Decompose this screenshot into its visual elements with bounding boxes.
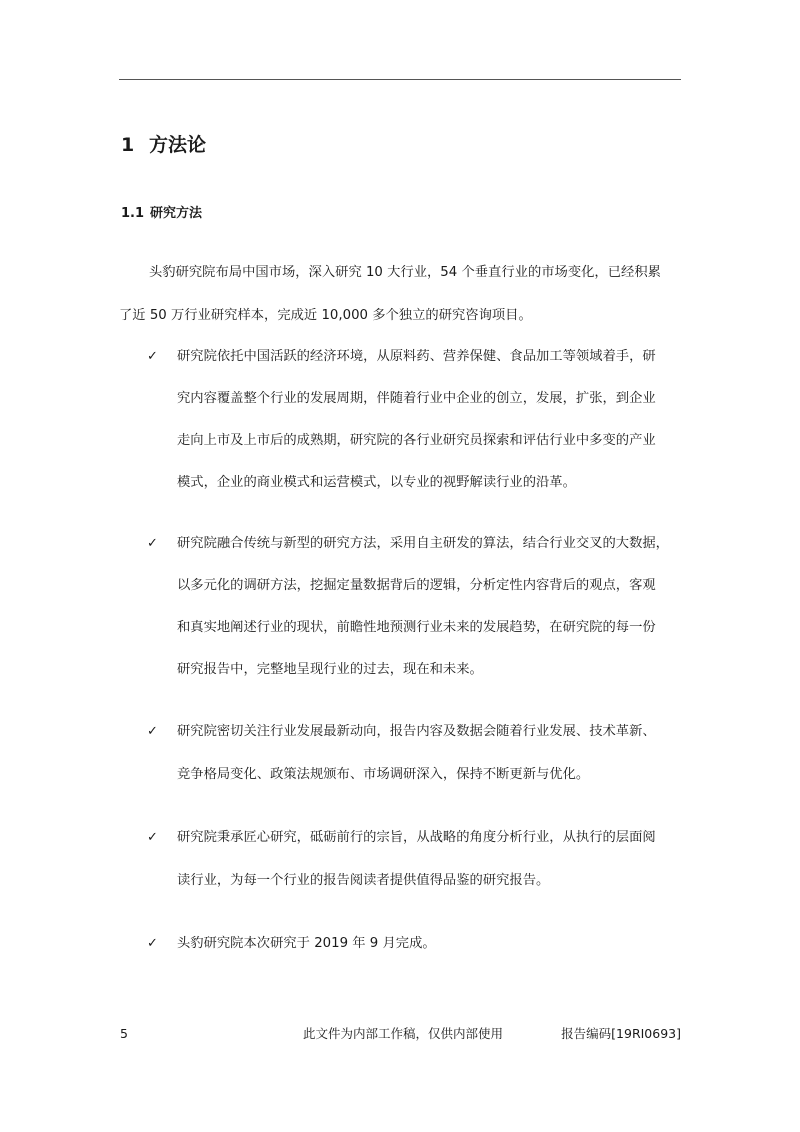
checkmark-icon: ✓ — [147, 349, 158, 364]
intro-line-1: 头豹研究院布局中国市场，深入研究 10 大行业，54 个垂直行业的市场变化，已经积累 — [149, 265, 661, 280]
checkmark-icon: ✓ — [147, 536, 158, 551]
bullet-line: 研究报告中，完整地呈现行业的过去，现在和未来。 — [177, 662, 483, 677]
bullet-line: 研究院融合传统与新型的研究方法，采用自主研发的算法，结合行业交叉的大数据， — [177, 536, 669, 551]
bullet-line: 研究院密切关注行业发展最新动向，报告内容及数据会随着行业发展、技术革新、 — [177, 724, 656, 739]
section-heading — [121, 131, 206, 159]
checkmark-icon: ✓ — [147, 830, 158, 845]
subsection-title: 研究方法 — [150, 206, 203, 221]
bullet-line: 研究院依托中国活跃的经济环境，从原料药、营养保健、食品加工等领域着手，研 — [177, 349, 656, 364]
header-rule — [119, 79, 681, 80]
checkmark-icon: ✓ — [147, 724, 158, 739]
bullet-line: 以多元化的调研方法，挖掘定量数据背后的逻辑，分析定性内容背后的观点，客观 — [177, 578, 656, 593]
page-number: 5 — [120, 1026, 128, 1041]
confidentiality-notice: 此文件为内部工作稿，仅供内部使用 — [303, 1026, 504, 1041]
checkmark-icon: ✓ — [147, 936, 158, 951]
report-code: 报告编码[19RI0693] — [561, 1026, 681, 1041]
intro-line-2: 了近 50 万行业研究样本，完成近 10,000 多个独立的研究咨询项目。 — [119, 308, 532, 323]
bullet-line: 和真实地阐述行业的现状，前瞻性地预测行业未来的发展趋势，在研究院的每一份 — [177, 620, 656, 635]
bullet-line: 研究院秉承匠心研究，砥砺前行的宗旨，从战略的角度分析行业，从执行的层面阅 — [177, 830, 656, 845]
bullet-line: 走向上市及上市后的成熟期，研究院的各行业研究员探索和评估行业中多变的产业 — [177, 433, 656, 448]
subsection-number: 1.1 — [121, 206, 145, 221]
section-number: 1 — [121, 134, 135, 156]
bullet-line: 究内容覆盖整个行业的发展周期，伴随着行业中企业的创立，发展，扩张，到企业 — [177, 391, 656, 406]
bullet-line: 模式，企业的商业模式和运营模式，以专业的视野解读行业的沿革。 — [177, 475, 576, 490]
bullet-line: 读行业，为每一个行业的报告阅读者提供值得品鉴的研究报告。 — [177, 873, 550, 888]
bullet-line: 头豹研究院本次研究于 2019 年 9 月完成。 — [177, 936, 436, 951]
bullet-line: 竞争格局变化、政策法规颁布、市场调研深入，保持不断更新与优化。 — [177, 767, 590, 782]
subsection-heading — [121, 203, 202, 225]
section-title: 方法论 — [149, 134, 207, 156]
